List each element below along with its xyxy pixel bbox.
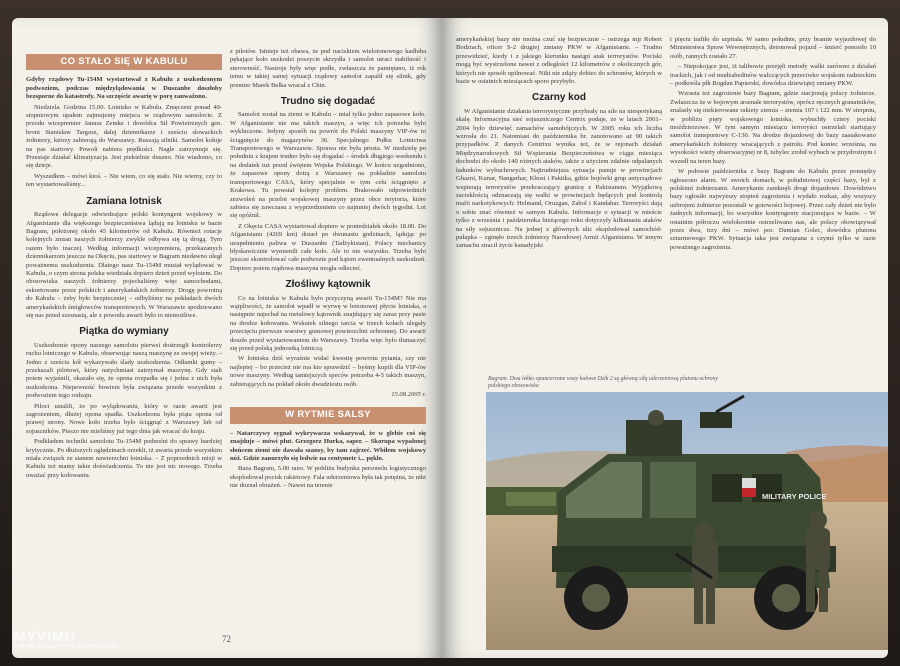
watermark-brand: MYVIMU (14, 628, 76, 644)
page-number: 72 (222, 634, 231, 644)
paragraph: Baza Bagram, 5.00 rano. W pobliżu budynku personelu logistycznego eksplodował pocisk rakietowy. Fala uderzeniowa była tak potężna, że nikt nie doznał obrażeń. – Nawet na terenie (230, 465, 426, 490)
subheading: Czarny kod (532, 92, 586, 104)
paragraph: Rządowe delegacje odwiedzające polski kontyngent wojskowy w Afganistanie dla większego bezpieczeństwa lądują na lotnisku w bazie Bagram, położonej około 45 kilometrów od Kabulu. Również rotacje kolejnych zmian naszych żołnierzy zwykle odbywa się tą drogą. Tym razem było inaczej. Według informacji wicepremiera, przekazanych dziennikarzom jeszcze na Okęciu, pas startowy w Bagram niedawno uległ poważnemu uszkodzeniu. Dlatego nasz Tu-154M musiał wylądować w Kabulu, o czym strona polska wiedziała dopiero dzień przed wylotem. Do obozowiska naszych żołnierzy pojechaliśmy więc samochodami, eskortowane przez polskich i amerykańskich żołnierzy. Drogę powrotną do Kabulu – żeby było bezpieczniej – odbyliśmy na pokładach dwóch amerykańskich śmigłowców transportowych. W Warszawie spodziewano się nas przed szesnastą, ale z powodu awarii było to niemożliwe. (26, 211, 222, 319)
paragraph: amerykańskiej bazy nie można czuć się bezpiecznie – ostrzega mjr Robert Bodziach, oficer S-2 drugiej zmiany PKW w Afganistanie. – Trudno przewidzieć, kiedy i z jakiego kierunku nastąpi atak terrorystów. Pociski mogą być wystrzelone nawet z odległości 12 kilometrów z okolicznych gór, których nie sposób upilnować. Nikt nie zdąży dobiec do schronów, których w bazie w ostatnich miesiącach sporo przybyło. (456, 36, 662, 86)
subheading: Piątka do wymiany (79, 326, 169, 338)
paragraph: Wzrasta też zagrożenie bazy Bagram, gdzie stacjonują polscy żołnierze. Zwłaszcza że w bojowym arsenale terrorystów, oprócz ręcznych granatników, znalazły się niekierowane rakiety ziemia – ziemia 107 i 122 mm. W sierpniu, w pobliżu pięty wojskowego lotniska, wybuchły cztery pociski moździerzowe. W tym samym miesiącu terroryści ostrzelali startujący samolot transportowy C-130. Na drodze dojazdowej do bazy zaatakowano amerykańskich żołnierzy wracających z patrolu. Pod koniec września, na wysokości wieży obserwacyjnej nr 8, tubylec zrobił wybuch w przydrożnym i wszedł na teren bazy. (670, 90, 876, 165)
section-banner: CO STAŁO SIĘ W KABULU (26, 54, 222, 70)
paragraph: – Niepokojące jest, iż talibowie przejęli metody walki zarówno z działań irackich, jak i od mudżahedinów walczących przeciwko wojskom radzieckim – podkreśla płk Bogdan Papierski, dowódca dziewiątej zmiany PKW. (670, 63, 876, 88)
paragraph: Co na lotnisku w Kabulu było przyczyną awarii Tu-154M? Nie ma wątpliwości, że samolot wpadł w wyrwę w betonowej płycie lotniska, a następnie najechał na metalowy kątownik znajdujący się zaraz przy pasie na drodze kołowania. Wskutek silnego tarcia w trzech kołach ulegały przecięciu pierwsze warstwy gumowej powierzchni ochronnej. Do awarii doszło przed wystartowaniem do Warszawy. Trzeba więc było tłumaczyć się przed polską jednostką lotniczą. (230, 294, 426, 352)
paragraph: Uszkodzenie opony naszego samolotu pierwsi dostrzegli kontrolerzy ruchu lotniczego w Kabulu, obserwując naszą maszynę ze swojej wieży. – Jedno z sześciu kół wykazywało ślady uszkodzenia. Odłamki gumy – przekazali pilotowi, który natychmiast zatrzymał maszynę. Gdy stali potem wyjaśnili, okazało się, że opona rozpadła się i jedna z nich była uszkodzona. Niepewność bowiem była związana przede wszystkim z podwoziem tego rodzaju. (26, 341, 222, 400)
right-column-1 (456, 36, 662, 253)
paragraph: W Afganistanie działania terrorystyczne przybrały na sile na niespotykaną skalę. Informacyjna sieć sojuszniczego Centrix podaje, że w latach 2001–2004 było dziewięć zamachów samobójczych. W 2005 roku ich liczba wzrosła do 21. Natomiast do października br. zanotowano aż 90 takich przypadków. Z danych Centrixu wynika też, że w rejonach działań Międzynarodowych Sił Wspierania Bezpieczeństwa w ciągu miesiąca dochodzi do około 140 różnych ataków, także z użyciem zdalnie odpalanych ładunków wybuchowych. Najtrudniejsza sytuacja panuje w prowincjach Ghazni, Kunar, Nangarhar, Khost i Paktika, gdzie bojówki grup antyrządowe wspierają terrorystów przekraczający granicę z Pakistanem. Wyjątkową zaciekłością odznaczają się walki w prowincjach będących pod kontrolą mafii narkotykowych: Helmand, Oruzgan, Zabol i Kandahar. Terroryści dają o sobie znać również w samym Kabulu. Informacje o sytuacji w mieście tylko z września i października bieżącego roku dotyczyły kilkunastu ataków na siły sojusznicze. Na jednej z głównych ulic eksplodował samochód-pułapka – zginęło trzech żołnierzy Narodowej Armii Afganistanu. W innym zamachu stracił życie kanadyjski (456, 107, 662, 250)
left-column-1 (26, 46, 222, 482)
subheading: Złośliwy kątownik (285, 279, 371, 291)
paragraph: – Natarczywy sygnał wykrywacza wskazywał, że w glebie coś się znajduje – mówi plut. Grzegorz Hurka, saper. – Skorupa wypalonej słońcem ziemi nie dawała szansy, by tam zajrzeć. Wbiłem wojskowy nóż. Gdzie zanurzyło się ledwie na centymetr i... pękło. (230, 429, 426, 463)
paragraph: Niedziela. Godzina 15.00. Lotnisko w Kabulu. Zmęczeni ponad 40-stopniowym upałem zajmujemy miejsca w rządowym samolocie. Z przodu wicepremier Janusz Zemke i dowódca Sił Powietrznych gen. broni Stanisław Targosz, dalej dziennikarze i sześciu słowackich żołnierzy, którzy zabierają do Warszawy. Ruszają silniki. Samolot kołuje na pas startowy. Powoli nabiera prędkości. Nagle zatrzymuje się. Przestaje działać klimatyzacja. Jest piekielnie duszno. Nie wiadomo, co się dzieje. (26, 103, 222, 170)
paragraph: Samolot został na ziemi w Kabulu – miał tylko jedno zapasowe koło. W Afganistanie nie ma takich maszyn, a więc ich potrzeba było wykluczone. Jedyny sposób na powrót do Polski maszyny VIP-ów to ściągnięcie do magazynów 36. Specjalnego Pułku Lotnictwa Transportowego w Warszawie. Sprawa nie była prosta. W niedzielę po południu z krajem trudno było się dogadać – środek długiego weekendu i na dodatek tuż przed świętem Wojska Polskiego. W końcu uzgodniono, że zapasowe opony dotrą z Warszawy na pokładzie samolotu transportowego CASA, który specjalnie w tym celu ściągnięto z Krakowa. Tu powstał kolejny problem. Brakowało odpowiednich zezwoleń na przelot wojskowej maszyny przez obce terytoria, które zabiera się zawczasu z wyprzedzeniem co najmniej dwóch tygodni. Lot się opóźnił. (230, 111, 426, 220)
site-watermark (14, 628, 116, 650)
right-page (442, 18, 888, 658)
paragraph: Piloci ustalili, że po wylądowaniu, który w razie awarii jest zagrożeniem, dłużej opona spadła. Uszkodzona była piąta opona od prawej strony. Nowe koło trzeba było ściągnąć z Warszawy lub od sojuszników. Pieszo nie mieliśmy już tego dnia jak wracać do kraju. (26, 402, 222, 435)
vehicle-marking: MILITARY POLICE (762, 492, 827, 501)
left-column-2 (230, 48, 426, 493)
armored-vehicle-photo (486, 392, 888, 650)
subheading: Trudno się dogadać (280, 96, 376, 108)
left-page (12, 18, 442, 658)
photo-caption: Bagram. Dwa lekko opancerzone wozy kołowe Dzik 2 są główną siłą uderzeniową plutonu ochrony polskiego obozowiska (488, 376, 719, 389)
subheading: Zamiana lotnisk (86, 195, 162, 207)
article-lead: Gdyby rządowy Tu-154M wystartował z Kabulu z uszkodzonym podwoziem, podczas międzylądowania w Duszanbe doszłoby bezsporne do katastrofy. Na szczęście awarię w porę zauważono. (26, 76, 222, 101)
date-signature: 15.08.2005 r. (391, 391, 426, 399)
paragraph: z pilotów. Istnieje też obawa, że pod naciskiem wielotonowego kadłuba pękające koło uszkodzi poszycie skrzydła i samolot utraci stabilność i sterowność. Nastroje były więc podłe, zwłaszcza że pamiętano, iż rok temu w takiej samej sytuacji rządowy samolot zapalił się silnik, gdy premier Marek Belka wracał z Chin. (230, 48, 426, 89)
paragraph: Wyszedłem – mówi ktoś. – Nie wiem, co się stało. Nie wiemy, czy to ten wystartowaliśmy... (26, 172, 222, 189)
paragraph: Podkładem techniki samolotu Tu-154M podnośni do sprawy bardziej krytycznie. Po dłuższych oględzinach orzekli, iż awaria przede wszystkim miała związek ze stanem nawierzchni lotniska. – Z poprzednich misji w Kabulu też mamy takie doświadczenia. To nie jest nic nowego. Trzeba uważać przy kołowaniu. (26, 438, 222, 479)
paragraph: Z Okęcia CASA wystartował dopiero w poniedziałek około 18.00. Do Afganistanu (4269 km) dotarł po dwunastu godzinach, lądując po uzupełnieniu paliwa w Duszanbe (Tadżykistan). Polscy mechanicy błyskawicznie wymienili całe koło. Ale to nie wszystko. Trzeba było jeszcze skontrolować całe podwozie pod kątem ewentualnych uszkodzeń. Dopiero potem rządowa maszyna mogła odlecieć. (230, 222, 426, 272)
paragraph: W lotnisku dziś wyraźnie widać kwestię powrotu pytania, czy nie najlepiej – bo przecież nie ma kto sprawdzić – byśmy kupili dla VIP-ów nowe maszyny. Według tamtejszych speców potrzeba 4-5 takich maszyn, zabierających na pokład około dwudziestu osób. (230, 355, 426, 388)
watermark-tagline: THE MY COLLECTION COMPANIONS (14, 644, 117, 650)
section-banner-2: W RYTMIE SALSY (230, 407, 426, 423)
right-column-2 (670, 36, 876, 254)
paragraph: i pięciu trafiło do szpitala. W samo południe, przy bramie wyjazdowej do Ministerstwa Spraw Wewnętrznych, detonował pojazd – śmierć ponosiło 10 osób, rannych zostało 27. (670, 36, 876, 60)
paragraph: W połowie października z bazy Bagram do Kabulu przez pomiędzy ogłoszono alarm. W swoich domach, w południowej części bazy, był z polskimi żołnierzami. Amerykanie zamknęli drogi dojazdowe. Dowództwo bazy ogłosiło najwyższy stopień zagrożenia i wydało rozkaz, aby wszyscy uzbrojeni żołnierze pozostali w gotowości bojowej. Przez cały dzień nie było żadnych informacji, bo wszystkie kontyngenty stacjonujące w bazie. – W ostatnim półroczu wielokrotnie ostrzeliwano nas, ale polscy obowiązywał przez dwa, trzy dni – mówi por. Damian Golec, dowódca plutonu szturmowego PKW. Sytuacja taka jest związana z czymś tylko w razie poważnego zagrożenia. (670, 168, 876, 251)
